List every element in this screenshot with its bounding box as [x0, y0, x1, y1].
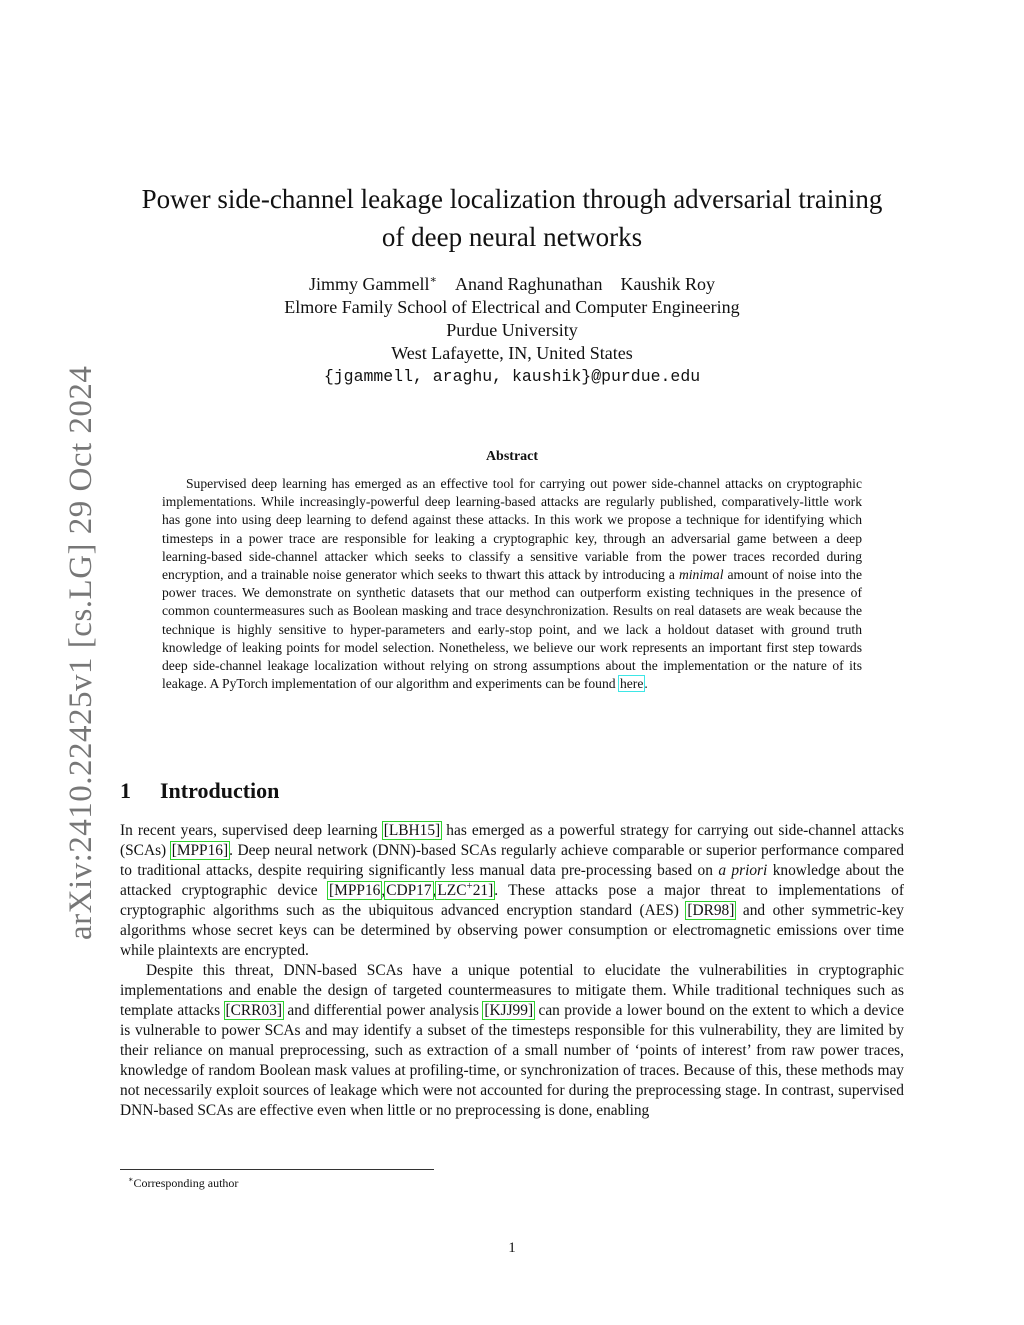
page-number: 1 — [508, 1240, 516, 1256]
author-1: Jimmy Gammell — [309, 274, 430, 294]
abstract-heading: Abstract — [485, 449, 539, 464]
location: West Lafayette, IN, United States — [391, 343, 633, 363]
author-3: Kaushik Roy — [620, 274, 715, 294]
introduction-body — [120, 821, 904, 1121]
citation-crr03[interactable]: [CRR03] — [225, 1002, 282, 1019]
author-block — [110, 273, 914, 388]
section-heading — [120, 778, 279, 804]
paragraph-1: In recent years, supervised deep learning [LBH15] has emerged as a powerful strategy for carrying out side-channel attacks (SCAs) [MPP16]. Deep neural network (DNN)-based SCAs regularly achieve comparable or superior performance compared to traditional attacks, despite requiring significantly less manual data pre-processing based on a priori knowledge about the attacked cryptographic device [MPP16,CDP17,LZC+21]. These attacks pose a major threat to implementations of cryptographic algorithms such as the ubiquitous advanced encryption standard (AES) [DR98] and other symmetric-key algorithms whose secret keys can be determined by observing power consumption or electromagnetic emissions over time while plaintexts are encrypted. — [120, 822, 904, 959]
citation-mpp16-2[interactable]: [MPP16 — [329, 882, 381, 899]
footnote — [128, 1175, 238, 1191]
citation-lbh15[interactable]: [LBH15] — [383, 822, 441, 839]
arxiv-identifier: arXiv:2410.22425v1 [cs.LG] 29 Oct 2024 — [63, 365, 99, 940]
paper-title — [110, 180, 914, 256]
abstract-body: Supervised deep learning has emerged as an effective tool for carrying out power side-channel attacks on cryptographic implementations. While increasingly-powerful deep learning-based attacks are regularly published, comparatively-little work has gone into using deep learning to defend against these attacks. In this work we propose a technique for identifying which timesteps in a power trace are responsible for leaking a cryptographic key, through an adversarial game between a deep learning-based side-channel attacker which seeks to classify a sensitive variable from the power traces recorded during encryption, and a trainable noise generator which seeks to thwart this attack by introducing a minimal amount of noise into the power traces. We demonstrate on synthetic datasets that our method can outperform existing techniques in the presence of common countermeasures such as Boolean masking and trace desynchronization. Results on real datasets are weak because the technique is highly sensitive to hyper-parameters and early-stop point, and we lack a holdout dataset with ground truth knowledge of leaking points for model selection. Nonetheless, we believe our work represents an important first step towards deep side-channel leakage localization without relying on strong assumptions about the implementation or the nature of its leakage. A PyTorch implementation of our algorithm and experiments can be found here. — [162, 476, 862, 692]
citation-cdp17[interactable]: CDP17 — [386, 882, 432, 899]
code-link[interactable]: here — [619, 676, 644, 692]
author-names — [110, 273, 914, 296]
paragraph-2: Despite this threat, DNN-based SCAs have a unique potential to elucidate the vulnerabilities in cryptographic implementations and enable the design of targeted countermeasures to mitigate them. While traditional techniques such as template attacks [CRR03] and differential power analysis [KJJ99] can provide a lower bound on the extent to which a device is vulnerable to power SCAs and may identify a subset of the timesteps responsible for this vulnerability, they are limited by their reliance on manual preprocessing, such as extraction of a small number of ‘points of interest’ from raw power traces, knowledge of random Boolean mask values at profiling-time, or synchronization of traces. Because of this, these methods may not necessarily exploit sources of leakage which were not accounted for during the preprocessing stage. In contrast, supervised DNN-based SCAs are effective even when little or no preprocessing is done, enabling — [120, 962, 904, 1119]
citation-kjj99[interactable]: [KJJ99] — [484, 1002, 534, 1019]
arxiv-identifier-sidebar — [18, 350, 99, 950]
footnote-mark: ∗ — [128, 1175, 134, 1184]
title-line-2: of deep neural networks — [381, 222, 643, 252]
citation-mpp16[interactable]: [MPP16] — [171, 842, 229, 859]
author-emails: {jgammell, araghu, kaushik}@purdue.edu — [323, 367, 701, 386]
citation-dr98[interactable]: [DR98] — [687, 902, 735, 919]
footnote-rule — [120, 1169, 434, 1170]
section-title: Introduction — [160, 778, 280, 803]
footnote-text: Corresponding author — [133, 1176, 239, 1190]
affiliation: Elmore Family School of Electrical and Computer Engineering — [284, 297, 740, 317]
title-line-1: Power side-channel leakage localization through adversarial training — [141, 184, 883, 214]
author-2: Anand Raghunathan — [455, 274, 603, 294]
section-number: 1 — [120, 778, 131, 803]
corresponding-mark: ∗ — [429, 274, 437, 286]
university: Purdue University — [446, 320, 578, 340]
citation-lzc21[interactable]: LZC+21] — [437, 879, 494, 899]
